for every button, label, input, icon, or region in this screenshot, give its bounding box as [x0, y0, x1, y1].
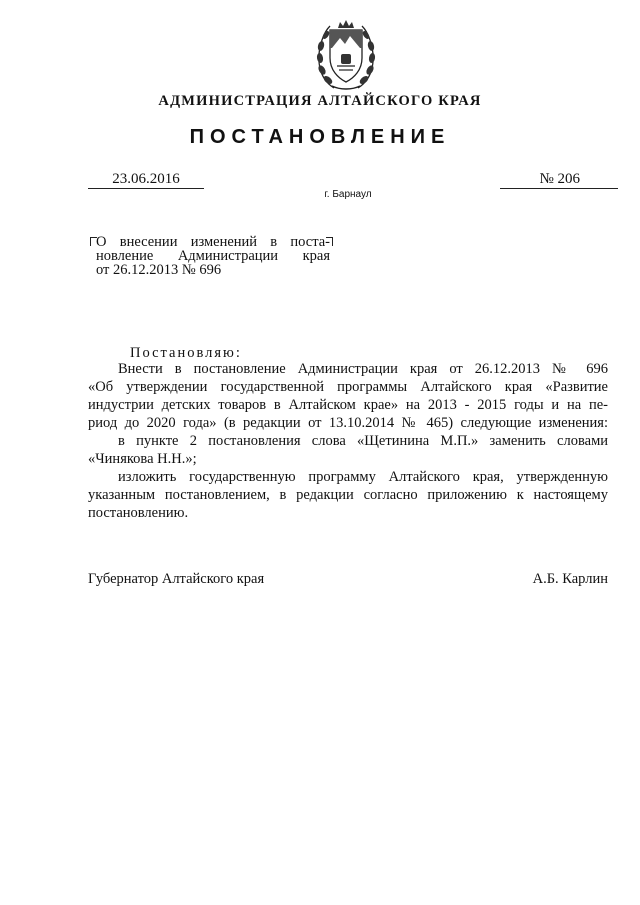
subject-line: О внесении изменений в поста- [96, 234, 330, 250]
body-line: «Об утверждении государственной программы Алтайского края «Развитие [88, 379, 608, 395]
subject-line: от 26.12.2013 № 696 [96, 262, 222, 278]
body-line: Внести в постановление Администрации края от 26.12.2013 № 696 [118, 361, 608, 377]
document-type: ПОСТАНОВЛЕНИЕ [189, 126, 451, 148]
signatory-name: А.Б. Карлин [532, 571, 608, 587]
subject-block [96, 235, 330, 277]
signatory-position: Губернатор Алтайского края [88, 571, 265, 587]
body-line: «Чинякова Н.Н.»; [88, 451, 197, 467]
coat-of-arms-icon [314, 18, 378, 92]
document-number: № 206 [539, 171, 580, 187]
subject-line: новление Администрации края [96, 248, 330, 264]
city-name: г. Барнаул [324, 189, 372, 200]
document-date: 23.06.2016 [112, 171, 180, 187]
body-line: постановлению. [88, 505, 189, 521]
body-line: указанным постановлением, в редакции согласно приложению к настоящему [88, 487, 608, 503]
decree-word: Постановляю: [130, 345, 242, 361]
organization-name: АДМИНИСТРАЦИЯ АЛТАЙСКОГО КРАЯ [158, 93, 482, 109]
body-line: риод до 2020 года» (в редакции от 13.10.2014 № 465) следующие изменения: [88, 415, 608, 431]
body-line: изложить государственную программу Алтайского края, утвержденную [118, 469, 608, 485]
body-line: индустрии детских товаров в Алтайском крае» на 2013 - 2015 годы и на пе- [88, 397, 608, 413]
body-line: в пункте 2 постановления слова «Щетинина М.П.» заменить словами [118, 433, 608, 449]
body-text [88, 360, 608, 522]
